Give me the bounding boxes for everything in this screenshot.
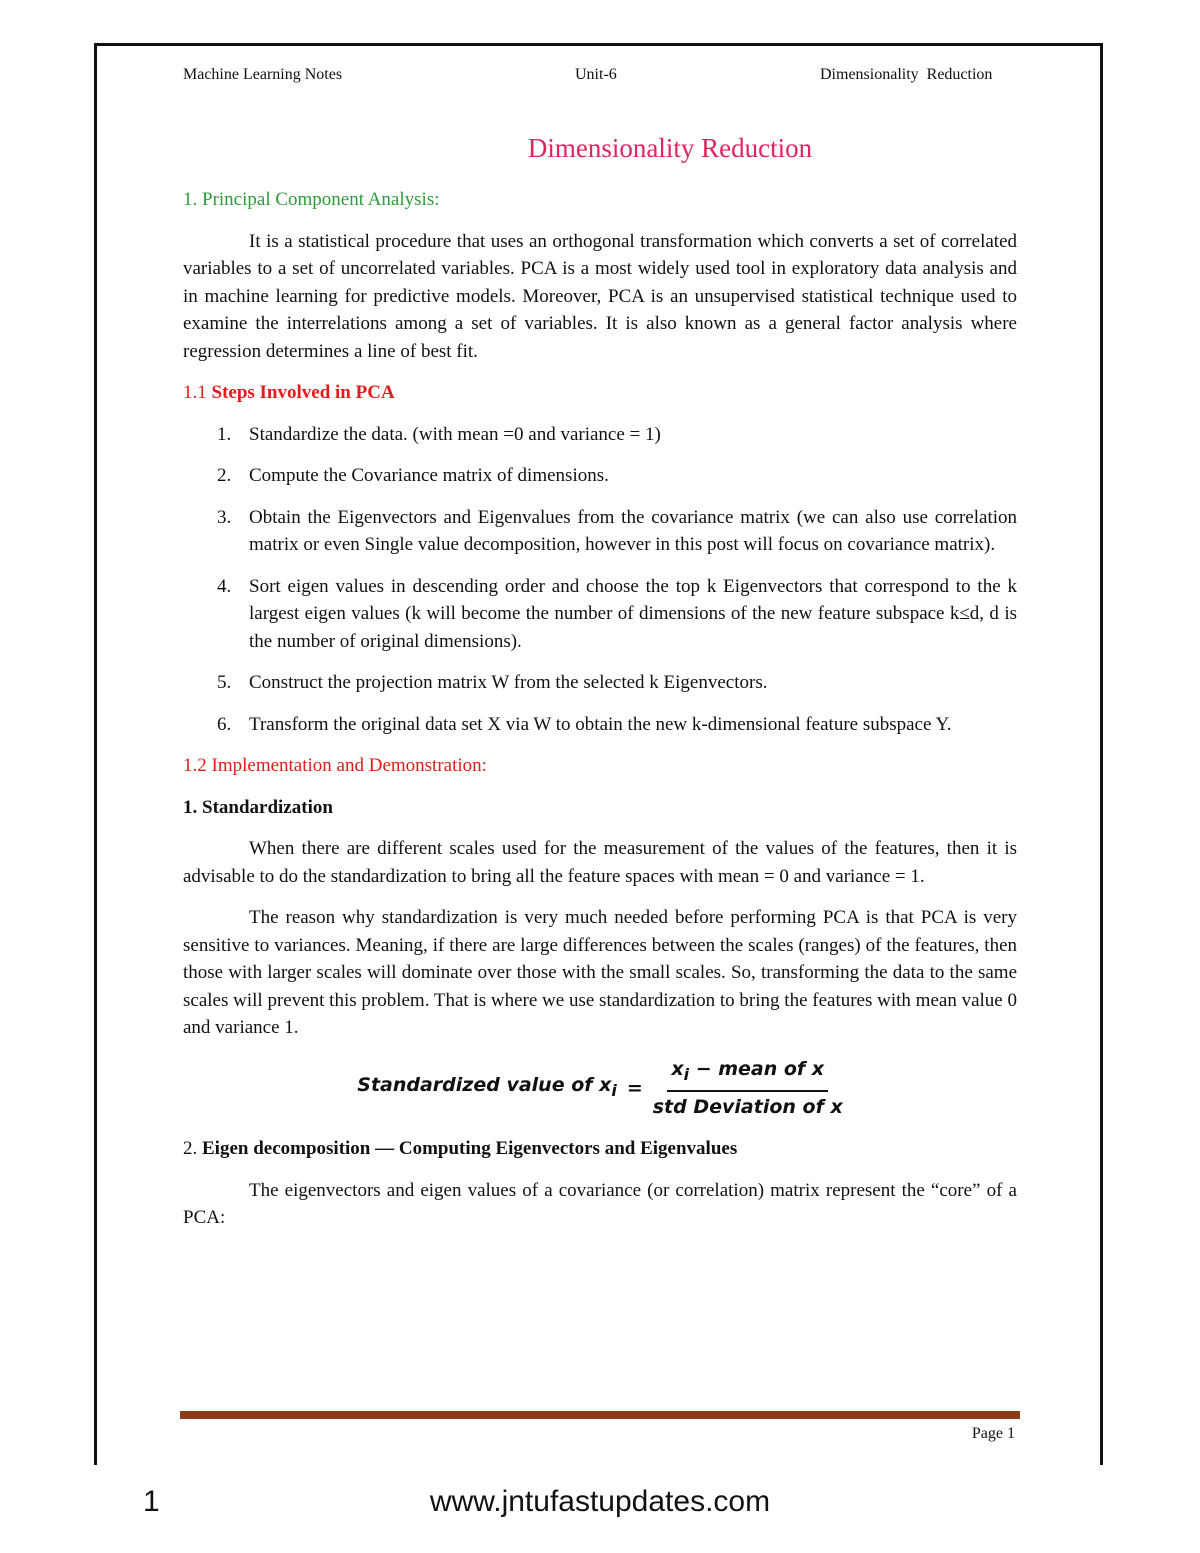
- formula-numerator-subscript: i: [683, 1064, 690, 1084]
- formula-denominator: std Deviation of x: [652, 1095, 843, 1118]
- subsection-title: Eigen decomposition — Computing Eigenvectors and Eigenvalues: [202, 1138, 738, 1160]
- steps-list: [183, 421, 1017, 739]
- source-url: www.jntufastupdates.com: [429, 1485, 771, 1518]
- list-item: [183, 504, 1017, 559]
- list-item: [183, 462, 1017, 490]
- formula-numerator-rest: − mean of x: [689, 1057, 825, 1080]
- section-heading-steps: [183, 379, 1017, 407]
- sheet-number: 1: [143, 1485, 160, 1518]
- standardization-paragraph-2: The reason why standardization is very much needed before performing PCA is that PCA is very sensitive to variances. Meaning, if there are large differences between the scales (ranges) of the features, then those with larger scales will dominate over those with the small scales. So, transforming the data to the same scales will prevent this problem. That is where we use standardization to bring the features with mean value 0 and variance 1.: [183, 907, 1017, 1038]
- header-course: Machine Learning Notes: [183, 66, 343, 83]
- steps-heading-text: Steps Involved in PCA: [211, 382, 395, 403]
- step-text: Standardize the data. (with mean =0 and variance = 1): [249, 423, 661, 445]
- step-text: Obtain the Eigenvectors and Eigenvalues from the covariance matrix (we can also use correlation matrix or even Single value decomposition, however in this post will focus on covariance matrix).: [249, 506, 1017, 555]
- subsection-heading-standardization: [183, 794, 1017, 822]
- list-item: [183, 669, 1017, 697]
- formula-equals: =: [626, 1076, 643, 1099]
- step-number: 2.: [217, 465, 232, 486]
- step-text: Construct the projection matrix W from the selected k Eigenvectors.: [249, 672, 768, 693]
- formula-lhs: [357, 1072, 617, 1104]
- page-title: Dimensionality Reduction: [527, 133, 813, 163]
- subsection-number: 1.: [183, 796, 198, 818]
- document-body: [183, 186, 1017, 1232]
- list-item: [183, 711, 1017, 739]
- subsection-number: 2.: [183, 1138, 198, 1160]
- pca-intro-paragraph: It is a statistical procedure that uses an orthogonal transformation which converts a set of correlated variables to a set of uncorrelated variables. PCA is a most widely used tool in exploratory data analysis and in machine learning for predictive models. Moreover, PCA is an unsupervised statistical technique used to examine the interrelations among a set of variables. It is also known as a general factor analysis where regression determines a line of best fit.: [183, 230, 1017, 362]
- formula-lhs-subscript: i: [611, 1081, 617, 1101]
- step-text: Sort eigen values in descending order and choose the top k Eigenvectors that correspond to the k largest eigen values (k will become the number of dimensions of the new feature subspace k≤d, d is the number of original dimensions).: [249, 575, 1017, 652]
- page-frame-top: [94, 43, 1103, 46]
- header-topic: Dimensionality Reduction: [820, 66, 993, 83]
- step-text: Compute the Covariance matrix of dimensions.: [249, 465, 609, 486]
- page-frame-right: [1100, 43, 1103, 1465]
- formula-fraction: [653, 1056, 843, 1122]
- page-number-label: Page 1: [971, 1425, 1015, 1442]
- list-item: [183, 573, 1017, 656]
- formula-lhs-text: Standardized value of x: [357, 1074, 612, 1097]
- header-unit: Unit-6: [575, 66, 617, 83]
- page-frame-left: [94, 43, 97, 1465]
- step-text: Transform the original data set X via W to obtain the new k-dimensional feature subspace Y.: [249, 713, 952, 735]
- subsection-heading-eigen: [183, 1135, 1017, 1163]
- standardization-formula: [183, 1056, 1017, 1122]
- formula-numerator-var: x: [671, 1057, 684, 1080]
- step-number: 6.: [217, 713, 232, 735]
- list-item: [183, 421, 1017, 449]
- step-number: 4.: [217, 575, 232, 597]
- section-heading-implementation: 1.2 Implementation and Demonstration:: [183, 755, 487, 776]
- step-number: 1.: [217, 423, 232, 445]
- subsection-title: Standardization: [202, 796, 333, 818]
- section-heading-pca: 1. Principal Component Analysis:: [183, 189, 440, 210]
- step-number: 3.: [217, 506, 232, 528]
- step-number: 5.: [217, 672, 232, 693]
- standardization-paragraph-1: When there are different scales used for the measurement of the values of the features, then it is advisable to do the standardization to bring all the feature spaces with mean = 0 and variance = 1.: [183, 838, 1017, 887]
- eigen-paragraph: The eigenvectors and eigen values of a covariance (or correlation) matrix represent the “core” of a PCA:: [183, 1179, 1017, 1229]
- footer-divider: [180, 1411, 1020, 1419]
- formula-numerator: [667, 1056, 828, 1092]
- steps-heading-number: 1.1: [183, 382, 207, 403]
